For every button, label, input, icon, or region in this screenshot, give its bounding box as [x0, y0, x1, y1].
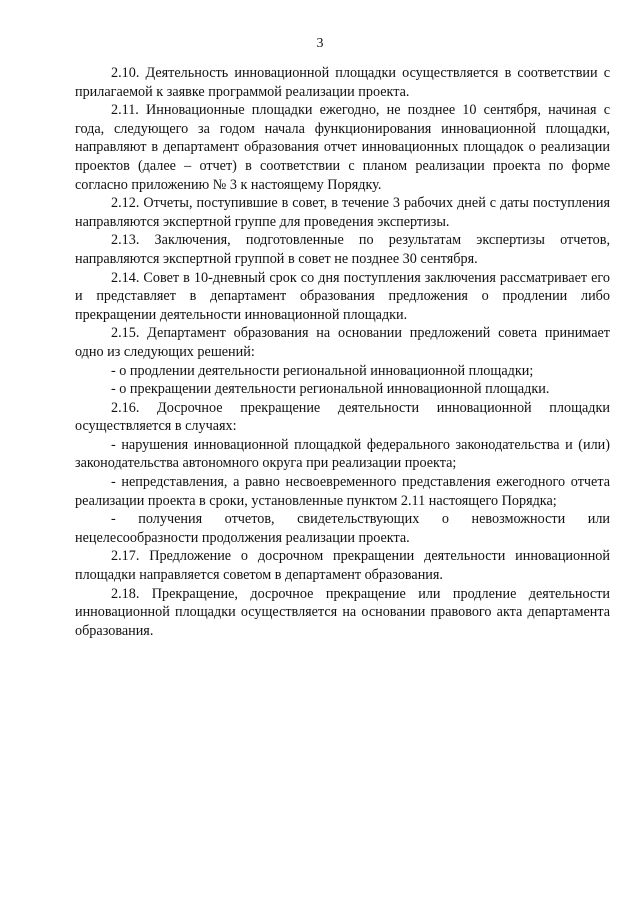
paragraph-2-14: 2.14. Совет в 10-дневный срок со дня поступления заключения рассматривает его и представляет в департамент образования предложения о продлении либо прекращении деятельности инновационной площадки.	[75, 269, 610, 323]
paragraph-2-13: 2.13. Заключения, подготовленные по результатам экспертизы отчетов, направляются экспертной группой в совет не позднее 30 сентября.	[75, 232, 610, 267]
paragraph-2-12: 2.12. Отчеты, поступившие в совет, в течение 3 рабочих дней с даты поступления направляются экспертной группе для проведения экспертизы.	[75, 195, 610, 230]
page-number: 3	[316, 36, 324, 51]
paragraph-2-10: 2.10. Деятельность инновационной площадки осуществляется в соответствии с прилагаемой к заявке программой реализации проекта.	[75, 65, 610, 100]
paragraph-2-17: 2.17. Предложение о досрочном прекращении деятельности инновационной площадки направляется советом в департамент образования.	[75, 548, 610, 584]
paragraph-2-18: 2.18. Прекращение, досрочное прекращение или продление деятельности инновационной площадки осуществляется на основании правового акта департамента образования.	[75, 585, 610, 639]
list-item-infeasibility: - получения отчетов, свидетельствующих о невозможности или нецелесообразности продолжения реализации проекта.	[75, 511, 610, 546]
paragraph-2-11: 2.11. Инновационные площадки ежегодно, не позднее 10 сентября, начиная с года, следующего за годом начала функционирования инновационной площадки, направляют в департамент образования отчет инновационных площадок о реализации проектов (далее – отчет) в соответствии с планом реализации проекта по форме согласно приложению № 3 к настоящему Порядку.	[75, 102, 610, 193]
list-item-non-submission: - непредставления, а равно несвоевременного представления ежегодного отчета реализации проекта в сроки, установленные пунктом 2.11 настоящего Порядка;	[75, 474, 610, 509]
document-body	[75, 64, 610, 640]
list-item-violation: - нарушения инновационной площадкой федерального законодательства и (или) законодательства автономного округа при реализации проекта;	[75, 436, 610, 472]
list-item-termination: - о прекращении деятельности региональной инновационной площадки.	[111, 381, 550, 398]
paragraph-2-16: 2.16. Досрочное прекращение деятельности инновационной площадки осуществляется в случаях:	[75, 399, 610, 435]
list-item-prolongation: - о продлении деятельности региональной инновационной площадки;	[111, 362, 534, 379]
paragraph-2-15: 2.15. Департамент образования на основании предложений совета принимает одно из следующих решений:	[75, 325, 610, 360]
